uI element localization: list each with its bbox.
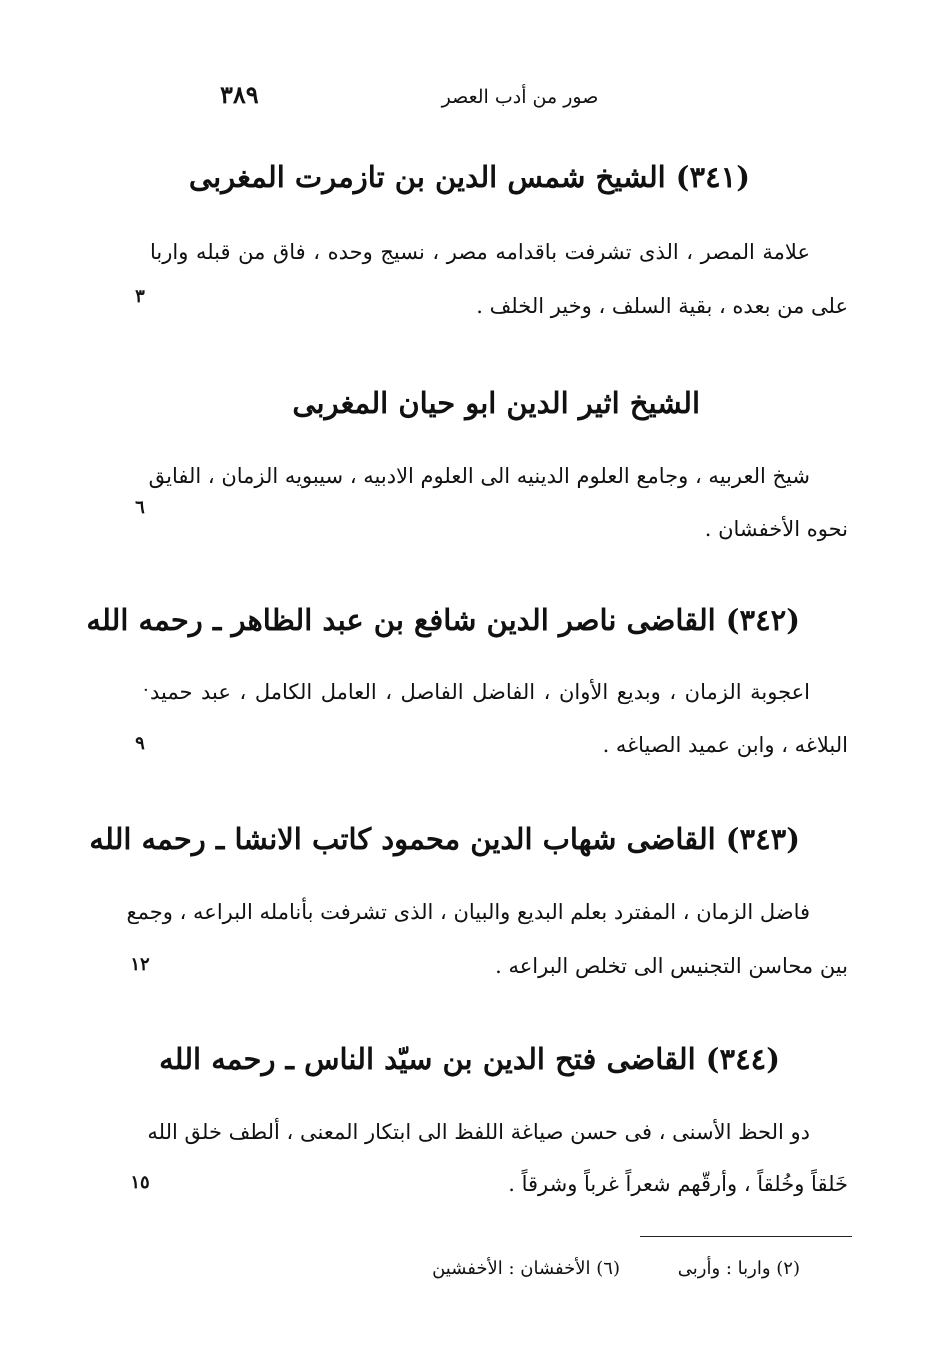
- paragraph-line: علامة المصر ، الذى تشرفت باقدامه مصر ، نسيج وحده ، فاق من قبله واربا: [150, 240, 810, 264]
- paragraph-line: دو الحظ الأسنى ، فى حسن صياغة اللفظ الى ابتكار المعنى ، ألطف خلق الله: [147, 1120, 810, 1144]
- running-header: صور من أدب العصر: [441, 86, 599, 108]
- footnote-rule: [640, 1236, 852, 1237]
- footnote-item: (٢) واربا : وأربى: [677, 1258, 800, 1279]
- footnote-item: (٦) الأخفشان : الأخفشين: [432, 1258, 620, 1279]
- margin-dot: ·: [143, 680, 149, 701]
- paragraph-line: فاضل الزمان ، المفترد بعلم البديع والبيان ، الذى تشرفت بأنامله البراعه ، وجمع: [126, 900, 810, 924]
- page-number: ٣٨٩: [220, 80, 259, 109]
- paragraph-line: اعجوبة الزمان ، وبديع الأوان ، الفاضل الفاصل ، العامل الكامل ، عبد حميد: [150, 680, 810, 704]
- line-number: ٩: [135, 733, 145, 754]
- line-number: ٣: [135, 286, 145, 307]
- section-heading: (٣٤٣) القاضى شهاب الدين محمود كاتب الانشا ـ رحمه الله: [89, 822, 800, 856]
- paragraph-line: البلاغه ، وابن عميد الصياغه .: [602, 733, 848, 757]
- paragraph-line: بين محاسن التجنيس الى تخلص البراعه .: [495, 954, 848, 978]
- section-heading: (٣٤٤) القاضى فتح الدين بن سيّد الناس ـ رحمه الله: [159, 1042, 780, 1076]
- line-number: ١٥: [130, 1172, 150, 1193]
- paragraph-line: خَلقاً وخُلقاً ، وأرقّهم شعراً غرباً وشرقاً .: [508, 1172, 848, 1196]
- line-number: ٦: [135, 497, 145, 518]
- section-heading: (٣٤١) الشيخ شمس الدين بن تازمرت المغربى: [188, 160, 750, 194]
- paragraph-line: نحوه الأخفشان .: [704, 517, 848, 541]
- section-heading: الشيخ اثير الدين ابو حيان المغربى: [292, 386, 700, 420]
- line-number: ١٢: [130, 954, 150, 975]
- section-heading: (٣٤٢) القاضى ناصر الدين شافع بن عبد الظاهر ـ رحمه الله: [86, 603, 800, 637]
- paragraph-line: شيخ العربيه ، وجامع العلوم الدينيه الى العلوم الادبيه ، سيبويه الزمان ، الفايق: [148, 464, 810, 488]
- paragraph-line: على من بعده ، بقية السلف ، وخير الخلف .: [476, 294, 848, 318]
